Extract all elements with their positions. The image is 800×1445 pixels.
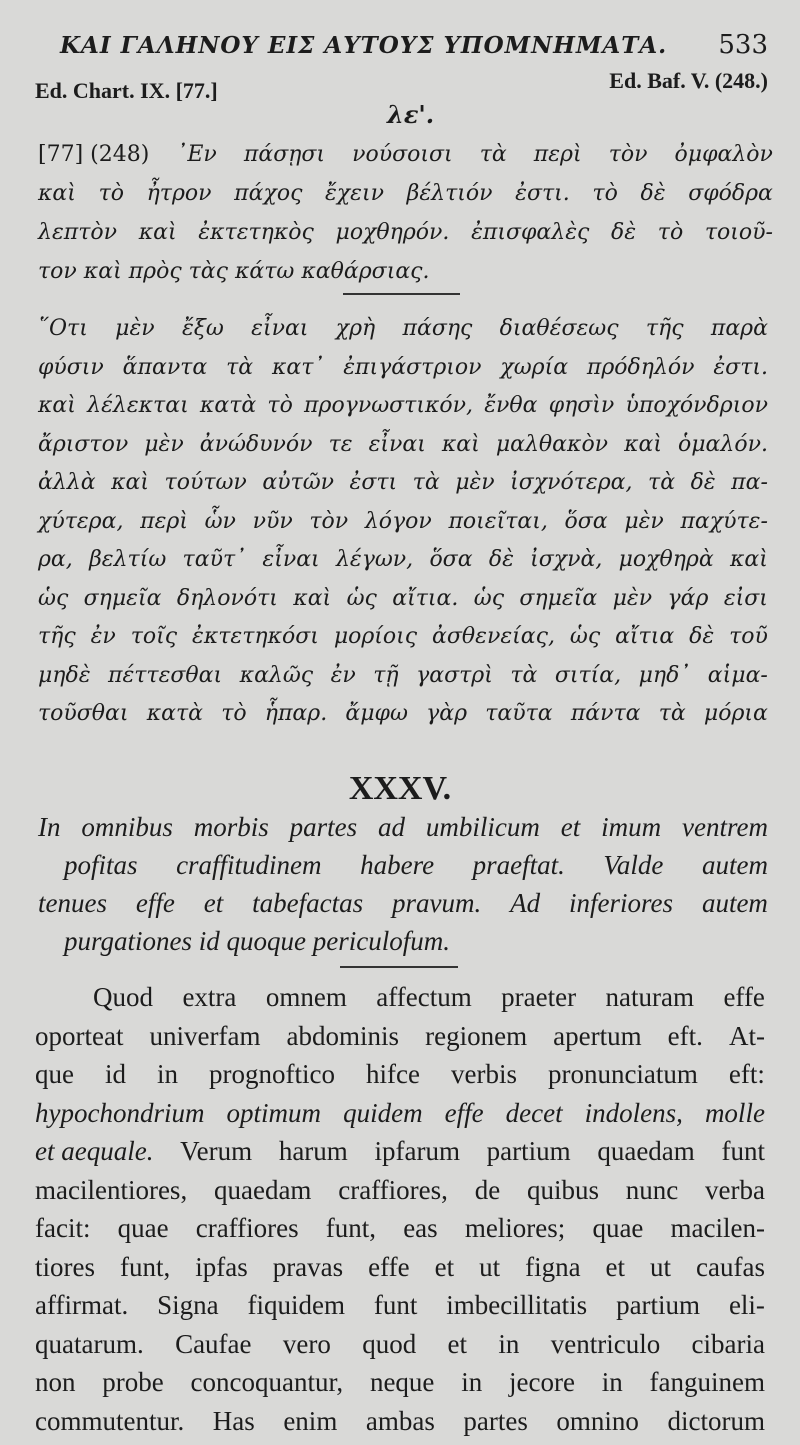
word: abdominis [286,1020,400,1051]
word: χύτερα, [38,508,124,534]
word: τὰ [479,142,507,167]
word: in [157,1059,179,1089]
word: μὲν [144,431,184,457]
word: eft. [667,1020,703,1051]
word: τὸ [592,181,618,206]
word: omnem [265,982,347,1012]
text-line [35,1171,765,1210]
word: effe [135,888,175,918]
word: Verum [180,1136,253,1166]
word: αἱμα- [707,662,768,688]
word: ῞Οτι [38,316,88,341]
word: λεπτὸν [38,220,117,245]
page-number: 533 [718,30,768,60]
word: ὧν [204,508,236,534]
word: τῆς [645,316,684,341]
word: αἴτια [615,624,675,649]
word: vero [282,1328,331,1359]
word: effe [723,982,765,1012]
word: funt [373,1290,418,1320]
word: ἐν [90,624,116,649]
text-line [35,1132,765,1171]
word: κατ᾿ [271,354,325,380]
word: ᾿Εν [176,142,217,167]
word: indolens, [584,1097,683,1128]
edition-reference-right: Ed. Baf. V. (248.) [609,68,768,93]
word: ἐκτετηκὸς [198,220,314,245]
section-divider [343,293,460,295]
latin-aphorism-number: XXXV. [348,770,452,807]
word: μορίοις [333,624,418,649]
word: ρα, [38,547,73,572]
word: πάσῃσι [243,142,326,167]
word: εἶναι [262,547,320,572]
word: λόγον [364,508,432,534]
word: verba [705,1174,765,1205]
word: τὸν [309,508,349,534]
word: quae [117,1213,169,1243]
text-line [38,135,773,174]
word: verbis [450,1059,517,1089]
word: μαλθακὸν [495,431,609,457]
word: univerfam [149,1020,261,1051]
word: βελτίω [89,547,167,572]
word: caufas [696,1251,765,1282]
text-line [35,1209,765,1248]
word: καὶ [38,181,76,206]
word: craffiores, [338,1174,448,1205]
word: autem [701,888,768,918]
word: καὶ [111,470,150,495]
word: Caufae [175,1328,252,1359]
latin-commentary-text [35,978,765,1440]
word: κατὰ [199,393,257,418]
word: funt [721,1136,765,1166]
word: quae [592,1213,644,1243]
word: funt, [325,1213,377,1243]
word: καὶ [441,431,480,457]
word: τὰ [412,470,440,495]
word: ἀσθενείας, [432,624,555,649]
word: ἐστι [349,470,398,495]
word: διαθέσεως [499,316,619,341]
word: hifce [366,1059,420,1089]
word: optimum [226,1097,322,1128]
greek-aphorism-number: λε'. [387,100,435,129]
word: apertum [553,1020,642,1051]
word: ὁμαλόν. [678,431,768,457]
word: αἴτια. [392,585,459,611]
word: pravas [272,1251,344,1282]
text-line [35,1286,765,1325]
word: quaedam [597,1136,695,1166]
text-line [38,580,768,619]
word: partes [463,1405,528,1436]
word: id [104,1059,126,1089]
word: et [203,888,224,918]
text-line [38,657,768,696]
word: χωρία [500,354,569,380]
latin-aphorism-text [38,808,768,960]
word: in [461,1367,483,1397]
word: ὡς [569,624,601,649]
word: σφόδρα [688,181,773,206]
word: ἔνθα [484,393,538,418]
word: εἶναι [251,316,309,341]
word: τον καὶ πρὸς τὰς κάτω καθάρσιας. [38,259,430,284]
word: [77] (248) [38,142,150,167]
text-line [38,922,768,960]
word: umbilicum [425,812,540,842]
text-line [38,884,768,922]
text-line [38,426,768,465]
word: ventriculo [550,1328,661,1359]
word: γαστρὶ [416,662,493,688]
word: τῇ [373,662,399,688]
word: παχύτε- [680,508,768,534]
running-head: ΚΑΙ ΓΑΛΗΝΟΥ ΕΙΣ ΑΥΤΟΥΣ ΥΠΟΜΝΗΜΑΤΑ. [60,32,668,59]
word: fanguinem [649,1367,765,1397]
word: pravum. [392,888,482,918]
word: σημεῖα [83,585,162,611]
word: νούσοισι [352,142,453,167]
word: autem [701,850,768,880]
word: τοῦ [729,624,768,649]
word: τὸ [221,701,247,726]
word: τὸ [267,393,293,418]
text-line [35,1094,765,1133]
word: Quod [93,982,153,1012]
word: χρὴ [335,316,376,341]
greek-commentary-text [38,310,768,734]
word: In [38,812,61,842]
word: ἔχειν [325,181,384,206]
word: affirmat. [35,1290,129,1320]
word: de [474,1174,501,1205]
word: ἐκτετηκόσι [192,624,319,649]
word: μὲν [115,316,155,341]
word: At- [728,1020,765,1051]
word: γὰρ [426,701,468,726]
word: καὶ [138,220,177,245]
word: ἄμφω [345,701,408,726]
word: figna [525,1251,581,1282]
word: δὲ [611,220,637,245]
word: enim [283,1405,338,1436]
text-line [35,1017,765,1056]
text-line [38,464,768,503]
word: ἐπιγάστριον [343,354,482,380]
text-line [38,618,768,657]
word: ambas [365,1405,435,1436]
word: ταῦτ᾿ [182,547,247,572]
word: ὡς [346,585,377,611]
word: quaedam [213,1174,312,1205]
word: partes [289,812,358,842]
word: funt, [119,1251,171,1282]
word: jecore [509,1367,575,1397]
text-line [38,695,768,734]
word: μηδὲ [38,662,91,688]
word: καὶ [293,585,332,611]
word: ποιεῖται, [448,508,548,534]
word: partium [486,1136,571,1166]
section-divider [340,966,458,968]
word: purgationes id quoque periculofum. [64,926,450,956]
word: et [560,812,581,842]
word: craffiores [195,1213,299,1243]
word: παρὰ [710,316,768,341]
word: μὲν [455,470,495,495]
word: πάντα [570,701,641,726]
word: πέττεσθαι [108,662,223,688]
text-line [35,1363,765,1402]
word: καὶ [38,393,76,418]
word: decet [505,1097,563,1128]
word: et [605,1251,626,1282]
word: περὶ [533,142,582,167]
word: λέλεκται [87,393,189,418]
word: εἰσι [723,585,768,611]
word: ἀλλὰ [38,470,96,495]
word: καλῶς [239,662,314,688]
word: quibus [526,1174,599,1205]
word: ὀμφαλὸν [674,142,773,167]
text-line [38,174,773,213]
word: ὅσα [429,547,473,572]
word: φησὶν [548,393,615,418]
word: habere [360,850,435,880]
word: σημεῖα [519,585,598,611]
word: naturam [605,982,695,1012]
word: commutentur. [35,1405,185,1436]
word: in [601,1367,623,1397]
word: τούτων [164,470,247,495]
word: τῆς [38,624,76,649]
word: macilentiores, [35,1174,188,1205]
greek-aphorism-text [38,135,773,291]
word: nunc [625,1174,679,1205]
word: τὸν [608,142,648,167]
word: facit: [35,1213,91,1243]
text-line [35,1325,765,1364]
word: harum [278,1136,348,1166]
word: ἔξω [181,316,224,341]
word: Valde [603,850,664,880]
word: molle [704,1097,765,1128]
word: τὰ [658,701,686,726]
word: tenues [38,888,107,918]
word: meliores; [464,1213,566,1243]
word: cibaria [691,1328,765,1359]
word: praeter [501,982,577,1012]
edition-reference-left: Ed. Chart. IX. [77.] [35,78,218,103]
word: μὲν [624,508,664,534]
word: Signa [157,1290,219,1320]
word: omnibus [81,812,173,842]
word: ὡς [473,585,505,611]
word: pronunciatum [547,1059,698,1089]
word: τὰ [226,354,254,380]
word: δὲ [690,470,716,495]
word: et aequale. [35,1136,154,1166]
word: τοῖς [130,624,178,649]
word: que [35,1059,74,1089]
word: macilen- [670,1213,765,1243]
word: δηλονότι [176,585,278,611]
word: morbis [193,812,269,842]
word: ἐστι. [515,181,570,206]
word: inferiores [569,888,674,918]
word: imbecillitatis [446,1290,588,1320]
word: in [498,1328,520,1359]
word: ἦτρον [146,181,212,206]
word: ταῦτα [485,701,553,726]
word: νῦν [252,508,293,534]
word: fiquidem [247,1290,345,1320]
word: omnino [556,1405,639,1436]
word: neque [369,1367,435,1397]
word: σιτία, [554,662,622,688]
text-line [35,1402,765,1441]
word: probe [102,1367,164,1397]
word: περὶ [140,508,188,534]
word: τοῦσθαι [38,701,129,726]
word: ἅπαντα [122,354,208,380]
word: non [35,1367,76,1397]
word: praeftat. [472,850,565,880]
word: δὲ [488,547,514,572]
word: eas [403,1213,438,1243]
word: πρόδηλόν [586,354,695,380]
word: ἐν [330,662,356,688]
word: τὰ [510,662,538,688]
word: γάρ [667,585,709,611]
word: ἰσχνὰ, [530,547,603,572]
word: et [447,1328,468,1359]
word: τὸ [98,181,124,206]
word: concoquantur, [190,1367,344,1397]
word: μοχθηρόν. [335,220,450,245]
word: πα- [731,470,768,495]
text-line [38,846,768,884]
word: μὲν [612,585,653,611]
word: τε [328,431,353,457]
word: ad [378,812,406,842]
word: μηδ᾿ [638,662,691,688]
word: μοχθηρὰ [618,547,714,572]
word: hypochondrium [35,1097,205,1128]
word: regionem [425,1020,528,1051]
text-line [38,387,768,426]
word: imum [601,812,662,842]
text-line [38,503,768,542]
word: ventrem [682,812,768,842]
text-line [38,252,773,291]
word: προγνωστικόν, [304,393,473,418]
word: πάχος [234,181,303,206]
word: δὲ [640,181,666,206]
word: eli- [728,1290,765,1320]
word: ἄριστον [38,431,129,457]
word: ipfarum [374,1136,460,1166]
word: καὶ [624,431,662,457]
word: affectum [376,982,472,1012]
word: ὅσα [564,508,608,534]
word: ipfas [195,1251,248,1282]
word: effe [444,1097,484,1128]
word: prognoftico [209,1059,335,1089]
word: τὸ [657,220,684,245]
word: τοιοῦ- [704,220,773,245]
text-line [38,310,768,349]
word: αὐτῶν [262,470,335,495]
word: quatarum. [35,1328,144,1359]
word: ut [479,1251,501,1282]
word: tabefactas [252,888,364,918]
text-line [35,978,765,1017]
text-line [38,808,768,846]
word: eft: [728,1059,765,1089]
word: pofitas [64,850,138,880]
word: quidem [343,1097,423,1128]
word: craffitudinem [176,850,322,880]
text-line [38,541,768,580]
word: Has [212,1405,255,1436]
word: extra [182,982,237,1012]
word: ut [650,1251,672,1282]
word: et [434,1251,455,1282]
word: tiores [35,1251,95,1282]
word: εἶναι [368,431,426,457]
word: μόρια [703,701,768,726]
word: καὶ [729,547,768,572]
word: oporteat [35,1020,124,1051]
word: πάσης [402,316,473,341]
word: ἀνώδυνόν [199,431,313,457]
word: ἧπαρ. [264,701,328,726]
text-line [38,213,773,252]
word: partium [616,1290,701,1320]
word: ἐπισφαλὲς [471,220,590,245]
word: βέλτιόν [406,181,493,206]
word: Ad [510,888,541,918]
word: effe [368,1251,410,1282]
word: φύσιν [38,354,104,380]
word: quod [362,1328,417,1359]
word: δὲ [689,624,715,649]
word: ἐστι. [713,354,768,380]
text-line [35,1055,765,1094]
word: ἰσχνότερα, [510,470,633,495]
word: λέγων, [335,547,414,572]
word: τὰ [648,470,676,495]
word: dictorum [667,1405,765,1436]
text-line [35,1248,765,1287]
word: ὡς [38,585,69,611]
text-line [38,349,768,388]
word: ὑποχόνδριον [625,393,768,418]
word: κατὰ [146,701,204,726]
